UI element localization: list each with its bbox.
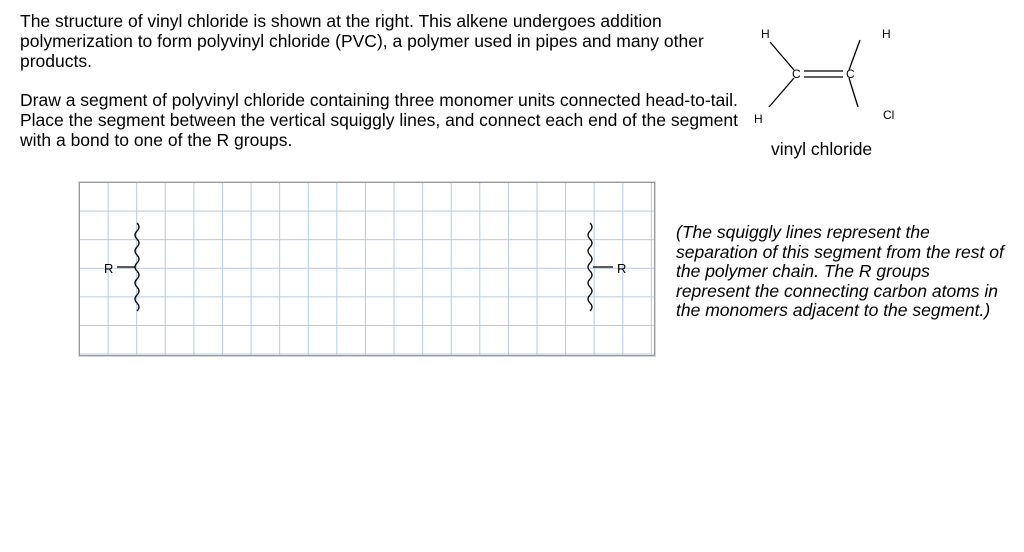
atom-h-top-left: H <box>761 27 770 41</box>
right-squiggly-line <box>588 223 592 311</box>
question-paragraph-2: Draw a segment of polyvinyl chloride containing three monomer units connected head-to-tail. Place the segment between the vertical squiggly lines, and connect each end of the segment with a bond to one of the R groups. <box>20 90 738 150</box>
atom-h-top-right: H <box>882 27 891 41</box>
vinyl-chloride-structure <box>745 18 915 128</box>
bond-h-top-right <box>849 40 860 70</box>
atom-h-bottom-left: H <box>754 112 763 126</box>
left-r-group: R <box>104 261 114 276</box>
atom-cl-bottom-right: Cl <box>883 108 895 122</box>
bond-cl-bottom-right <box>849 78 858 107</box>
molecule-caption: vinyl chloride <box>771 139 873 159</box>
question-paragraph-1: The structure of vinyl chloride is shown at the right. This alkene undergoes addition polymerization to form polyvinyl chloride (PVC), a polymer used in pipes and many other products. <box>20 11 704 71</box>
bond-h-top-left <box>770 42 794 70</box>
right-r-group: R <box>617 261 627 276</box>
atom-c-right: C <box>846 67 855 81</box>
left-squiggly-line <box>135 223 139 311</box>
drawing-canvas[interactable] <box>79 182 655 356</box>
atom-c-left: C <box>792 67 801 81</box>
squiggly-lines-note: (The squiggly lines represent the separation of this segment from the rest of the polymer chain. The R groups represent the connecting carbon atoms in the monomers adjacent to the segment.) <box>676 222 1004 321</box>
bond-h-bottom-left <box>769 78 794 107</box>
drawing-canvas-overlay <box>80 183 654 355</box>
